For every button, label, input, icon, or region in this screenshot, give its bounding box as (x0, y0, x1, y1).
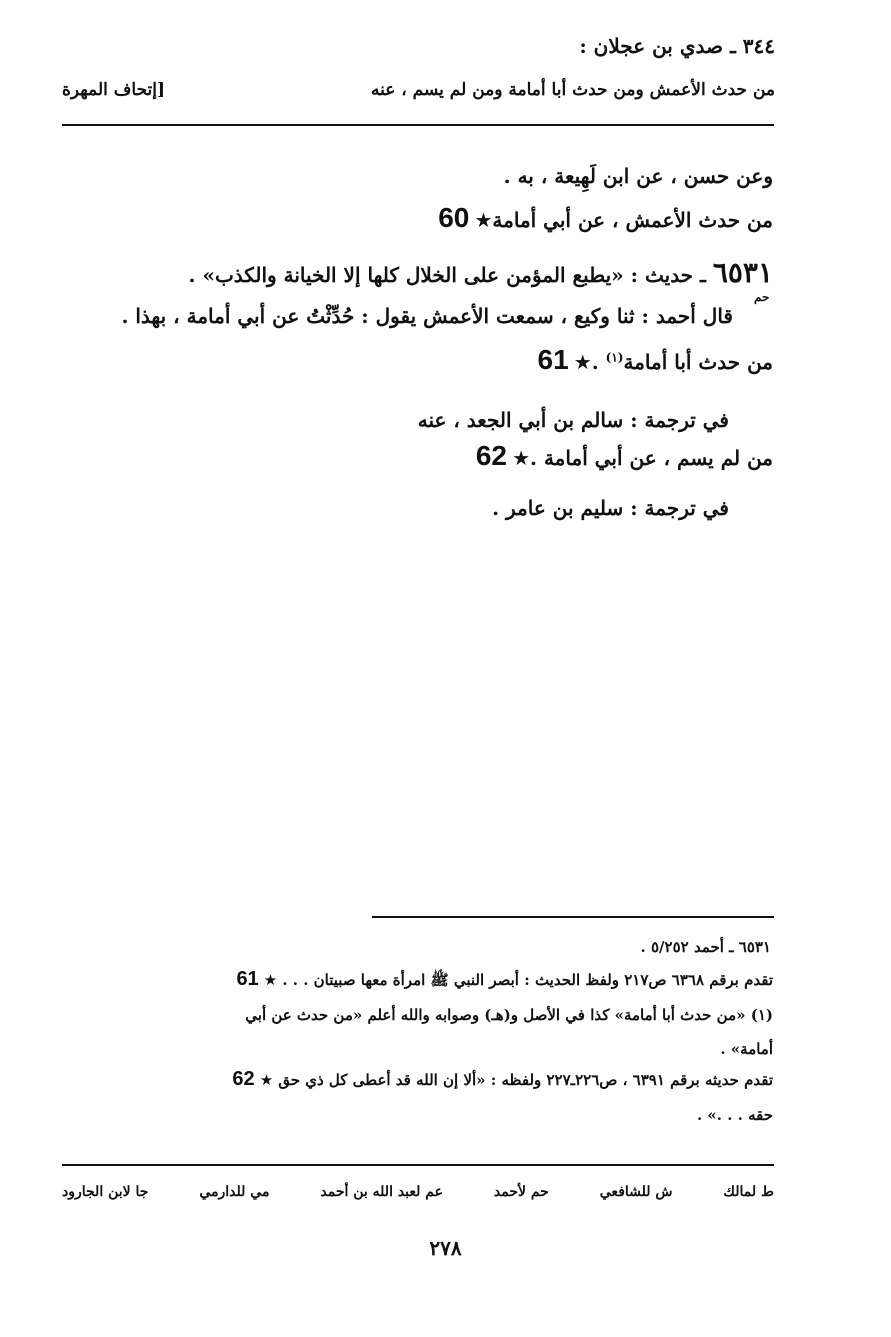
section-61 (538, 344, 773, 376)
section-62 (476, 440, 773, 472)
footnote-1-line-2: أمامة» . (720, 1040, 773, 1058)
isnad-line: قال أحمد : ثنا وكيع ، سمعت الأعمش يقول : حُدِّثْتُ عن أبي أمامة ، بهذا . (121, 304, 733, 328)
footnote-text: تقدم حديثه برقم ٦٣٩١ ، ص٢٢٦ـ٢٢٧ ولفظه : «ألا إن الله قد أعطى كل ذي حق (278, 1071, 773, 1089)
footnote-number: 61 (236, 968, 259, 990)
footnote-6531: ٦٥٣١ ـ أحمد ٥/٢٥٢ . (640, 938, 771, 956)
hadith-line (189, 256, 773, 289)
section-title: من حدث الأعمش ، عن أبي أمامة (492, 208, 773, 232)
footnote-1-line-1: (١) «من حدث أبا أمامة» كذا في الأصل و(هـ) وصوابه والله أعلم «من حدث عن أبي (245, 1006, 773, 1024)
abbr-jarud: جا لابن الجارود (62, 1184, 149, 1200)
section-title-end: . (591, 350, 606, 374)
chapter-title: ٣٤٤ ـ صدي بن عجلان : (579, 34, 775, 58)
abbr-ahmad: حم لأحمد (493, 1184, 549, 1200)
header-rule (62, 124, 774, 126)
abbreviation-rule (62, 1164, 774, 1166)
section-title-text: من حدث أبا أمامة (623, 350, 773, 374)
section-60 (438, 202, 773, 234)
footnote-text: تقدم برقم ٦٣٦٨ ص٢١٧ ولفظ الحديث : أبصر النبي ﷺ امرأة معها صبيتان . . . (282, 971, 773, 989)
star-icon: ★ (474, 208, 493, 232)
section-number: 60 (438, 202, 470, 233)
page-number: ٢٧٨ (429, 1236, 462, 1260)
tarjama-line-1: في ترجمة : سالم بن أبي الجعد ، عنه (417, 408, 729, 432)
footnote-62 (232, 1068, 773, 1091)
chapter-subtitle: من حدث الأعمش ومن حدث أبا أمامة ومن لم يسم ، عنه (370, 80, 775, 100)
side-source-mark: حم (754, 290, 770, 304)
footnote-62-line-2: حقه . . .» . (696, 1106, 773, 1124)
book-title: [إتحاف المهرة (62, 80, 166, 100)
footnote-rule (372, 916, 774, 918)
abbr-shafii: ش للشافعي (599, 1184, 673, 1200)
body-line-1: وعن حسن ، عن ابن لَهِيعة ، به . (503, 164, 773, 188)
tarjama-line-2: في ترجمة : سليم بن عامر . (492, 496, 729, 520)
footnote-ref: (١) (605, 350, 624, 365)
abbr-darimi: مي للدارمي (199, 1184, 270, 1200)
star-icon: ★ (573, 350, 592, 374)
section-title (592, 350, 773, 374)
star-icon: ★ (512, 446, 531, 470)
section-number: 61 (537, 344, 569, 375)
abbreviation-bar (62, 1184, 774, 1200)
star-icon: ★ (263, 971, 278, 989)
section-title: من لم يسم ، عن أبي أمامة . (530, 446, 773, 470)
abbr-abdullah: عم لعبد الله بن أحمد (320, 1184, 443, 1200)
footnote-61 (236, 968, 773, 993)
abbr-malik: ط لمالك (723, 1184, 774, 1200)
hadith-text: ـ حديث : «يطبع المؤمن على الخلال كلها إلا الخيانة والكذب» . (188, 263, 706, 287)
star-icon: ★ (259, 1071, 274, 1089)
section-number: 62 (475, 440, 507, 471)
footnote-number: 62 (232, 1068, 255, 1090)
hadith-number: ٦٥٣١ (712, 256, 773, 289)
